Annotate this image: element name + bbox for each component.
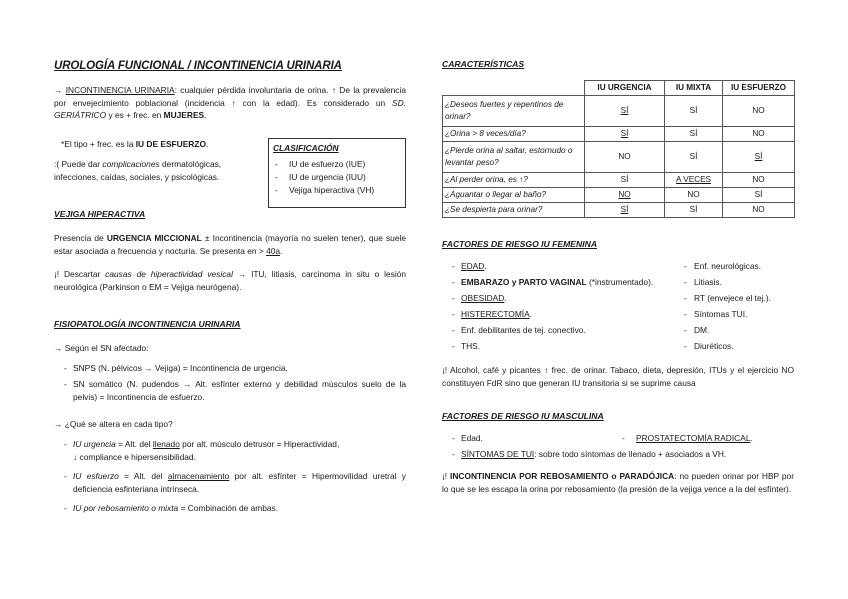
table-cell: NO	[723, 203, 795, 218]
masc-note-prefix: ¡!	[442, 471, 451, 481]
dash: -	[684, 341, 687, 351]
fisio-answer-item	[54, 502, 406, 515]
dash: -	[452, 261, 455, 271]
fem-item-label	[461, 276, 653, 289]
dash: -	[684, 325, 687, 335]
fisio-answer-1	[73, 438, 406, 463]
fisio-answer-3	[73, 502, 406, 515]
clasificacion-item	[273, 171, 401, 184]
fisio-question-2: → ¿Qué se altera en cada tipo?	[54, 419, 173, 429]
page-title: UROLOGÍA FUNCIONAL / INCONTINENCIA URINARIA	[54, 60, 342, 72]
fem-item-label: OBESIDAD.	[461, 293, 507, 303]
table-cell: SÍ	[665, 203, 723, 218]
intro-end: .	[204, 110, 207, 121]
fem-item-label: EDAD.	[461, 261, 487, 271]
a1-term: IU urgencia	[73, 439, 116, 449]
a3-text: = Combinación de ambas.	[178, 503, 279, 513]
table-row	[443, 188, 795, 203]
fem-obesidad: OBESIDAD	[461, 293, 505, 303]
masc-title: FACTORES DE RIESGO IU MASCULINA	[442, 411, 604, 421]
dash: -	[452, 449, 455, 459]
table-cell	[723, 142, 795, 173]
masc-item	[442, 448, 726, 461]
table-header: IU ESFUERZO	[723, 81, 795, 96]
a2-underline: almacenamiento	[167, 471, 230, 481]
vh-note-italic: causas de hiperactividad vesical	[105, 269, 233, 279]
fem-note: ¡! Alcohol, café y picantes ↑ frec. de orinar. Tabaco, dieta, depresión, ITUs y el ejercicio NO constituyen FdR sino que generan IU transitoria si se suprime causa	[442, 365, 794, 388]
caracteristicas-table	[442, 80, 795, 218]
fisio-answer-item	[54, 438, 406, 463]
fem-embarazo: EMBARAZO y PARTO VAGINAL	[461, 277, 587, 287]
tipo-end: .	[205, 139, 209, 149]
table-cell: SÍ	[665, 96, 723, 127]
fisio-sn-item	[54, 378, 406, 403]
table-cell: NO	[585, 142, 665, 173]
fem-item	[442, 308, 532, 321]
table-cell: SÍ	[723, 188, 795, 203]
table-row	[443, 203, 795, 218]
masc-item-label: Edad.	[461, 433, 483, 443]
intro-mujeres: MUJERES	[163, 110, 205, 121]
dash: -	[622, 433, 625, 443]
dash: -	[64, 503, 67, 513]
complic-prefix: :( Puede dar	[54, 159, 103, 169]
table-question: ¿Deseos fuertes y repentinos de orinar?	[443, 96, 585, 127]
fem-item-label: HISTERECTOMÍA.	[461, 309, 533, 319]
fem-item	[442, 340, 480, 353]
masc-note	[442, 470, 794, 495]
table-cell-value: SÍ	[620, 105, 629, 115]
complic-text: dermatológicas, infecciones, caídas, sociales, y psicológicas.	[54, 159, 222, 182]
dash: -	[275, 171, 278, 182]
table-cell: SÍ	[665, 127, 723, 142]
clasificacion-item-label: IU de urgencia (IUU)	[289, 171, 366, 182]
fem-item-label: Diuréticos.	[694, 341, 734, 351]
masc-note-bold: INCONTINENCIA POR REBOSAMIENTO o PARADÓJICA	[450, 471, 675, 481]
masc-item-label	[461, 448, 726, 461]
dash: -	[452, 433, 455, 443]
dash: -	[64, 439, 67, 449]
fem-item-label: Enf. debilitantes de tej. conectivo.	[461, 325, 586, 335]
masc-item	[620, 432, 753, 445]
table-cell: NO	[723, 127, 795, 142]
dash: -	[64, 379, 67, 389]
table-cell: SÍ	[585, 173, 665, 188]
table-cell	[585, 127, 665, 142]
masc-item	[442, 432, 483, 445]
vh-note-prefix: ¡! Descartar	[54, 269, 106, 279]
a1-underline: llenado	[152, 439, 180, 449]
fem-item	[682, 324, 709, 337]
a1-text-3: ↓ compliance e hipersensibilidad.	[73, 451, 196, 462]
vh-edad: 40a	[266, 245, 281, 256]
dash: -	[275, 158, 278, 169]
table-header-blank	[443, 81, 585, 96]
dash: -	[452, 341, 455, 351]
masc-note-text: : no pueden orinar por HBP por lo que se les escapa la orina por rebosamiento (la presión de la vejiga vence a la del esfínter).	[442, 471, 794, 494]
table-question: ¿Se despierta para orinar?	[443, 203, 585, 218]
fisio-sn-item	[54, 362, 406, 375]
table-cell	[585, 96, 665, 127]
masc-tui-text: : sobre todo síntomas de llenado + asociados a VH.	[534, 449, 727, 459]
fisio-answer-item	[54, 470, 406, 495]
dash: -	[64, 363, 67, 373]
vh-title: VEJIGA HIPERACTIVA	[54, 209, 146, 219]
tipo-prefix: *El tipo + frec. es la	[61, 139, 136, 149]
clasificacion-box	[268, 138, 406, 208]
intro-term: INCONTINENCIA URINARIA	[65, 85, 175, 95]
fem-item	[442, 260, 487, 273]
table-cell	[665, 173, 723, 188]
dash: -	[452, 277, 455, 287]
caracteristicas-title: CARACTERÍSTICAS	[442, 59, 525, 69]
vh-paragraph-1	[54, 232, 406, 257]
dash: -	[684, 277, 687, 287]
fem-item	[442, 276, 653, 289]
dash: -	[452, 325, 455, 335]
dash: -	[684, 293, 687, 303]
fem-item-label: RT (envejece el tej.).	[694, 293, 771, 303]
intro-paragraph	[54, 84, 406, 122]
table-cell	[585, 188, 665, 203]
dash: -	[684, 309, 687, 319]
fisio-sn2: SN somático (N. pudendos → Alt. esfínter externo y debilidad músculos suelo de la pelvis) = Incontinencia de esfuerzo.	[73, 379, 406, 402]
fem-item-label: Enf. neurológicas.	[694, 261, 762, 271]
fem-item-label: Síntomas TUI.	[694, 309, 748, 319]
clasificacion-item-label: Vejiga hiperactiva (VH)	[289, 184, 375, 195]
fem-embarazo-note: (*instrumentado).	[586, 277, 654, 287]
dash: -	[275, 184, 278, 195]
dash: -	[452, 293, 455, 303]
clasificacion-title: CLASIFICACIÓN	[273, 143, 339, 153]
table-question: ¿Orina > 8 veces/día?	[443, 127, 585, 142]
fem-item	[682, 340, 734, 353]
table-row	[443, 142, 795, 173]
table-cell-value: SÍ	[754, 151, 763, 161]
table-question: ¿Al perder orina, es ↑?	[443, 173, 585, 188]
table-cell: NO	[723, 96, 795, 127]
a1-text: = Alt. del	[115, 439, 153, 449]
fisio-question-1: → Según el SN afectado:	[54, 343, 149, 353]
fem-histerectomia: HISTERECTOMÍA	[461, 309, 530, 319]
fem-title: FACTORES DE RIESGO IU FEMENINA	[442, 239, 598, 249]
vh-end: .	[280, 245, 283, 256]
a3-term: IU por rebosamiento o mixta	[73, 503, 179, 513]
fem-item-label: THS.	[461, 341, 481, 351]
vh-paragraph-2	[54, 268, 406, 293]
dash: -	[684, 261, 687, 271]
fisio-sn1: SNPS (N. pélvicos → Vejiga) = Incontinencia de urgencia.	[73, 363, 288, 373]
a1-text-2: por alt. músculo detrusor = Hiperactividad,	[179, 439, 340, 449]
table-question: ¿Pierde orina al saltar, estornudo o levantar peso?	[443, 142, 585, 173]
tipo-bold: IU DE ESFUERZO	[135, 139, 206, 149]
intro-arrow: →	[54, 85, 66, 95]
a2-text: = Alt. del	[118, 471, 168, 481]
vh-note-text: → ITU, litiasis, carcinoma in situ o lesión neurológica (Parkinson o EM = Vejiga neurógena).	[54, 269, 406, 292]
fem-item-label: Litiasis.	[694, 277, 722, 287]
table-cell-value: A VECES	[675, 174, 712, 184]
masc-tui: SÍNTOMAS DE TUI	[461, 449, 535, 459]
fisio-title: FISIOPATOLOGÍA INCONTINENCIA URINARIA	[54, 319, 241, 329]
table-header: IU MIXTA	[665, 81, 723, 96]
clasificacion-item-label: IU de esfuerzo (IUE)	[289, 158, 366, 169]
table-cell: NO	[665, 188, 723, 203]
vh-text-2: ± Incontinencia (mayoría no suelen tener), que suele estar asociada a frecuencia y nocturia. Se presenta en >	[54, 233, 407, 256]
vh-urgencia: URGENCIA MICCIONAL	[106, 233, 202, 243]
intro-sd: SD. GERIÁTRICO	[54, 97, 406, 121]
table-row	[443, 173, 795, 188]
table-cell: NO	[723, 173, 795, 188]
vh-text: Presencia de	[54, 233, 107, 243]
fem-item-label: DM.	[694, 325, 710, 335]
table-question: ¿Aguantar o llegar al baño?	[443, 188, 585, 203]
table-cell-value: SÍ	[620, 204, 629, 214]
masc-item-label: PROSTATECTOMÍA RADICAL.	[636, 433, 753, 443]
table-cell-value: NO	[618, 189, 631, 199]
intro-text: : cualquier pérdida involuntaria de orina. ↑ De la prevalencia por envejecimiento poblacional (incidencia ↑ con la edad). Es considerado un	[54, 85, 406, 108]
a2-term: IU esfuerzo	[73, 471, 119, 481]
clasificacion-item	[273, 158, 401, 171]
fem-edad: EDAD	[461, 261, 485, 271]
clasificacion-item	[273, 184, 401, 197]
intro-text-2: y es + frec. en	[106, 110, 164, 121]
masc-prostatectomia: PROSTATECTOMÍA RADICAL	[636, 433, 751, 443]
dash: -	[452, 309, 455, 319]
fem-item	[682, 276, 722, 289]
fem-item	[682, 292, 771, 305]
complic-italic: complicaciones	[102, 159, 160, 169]
fem-item	[682, 260, 761, 273]
table-row	[443, 127, 795, 142]
table-cell: SÍ	[665, 142, 723, 173]
table-cell	[585, 203, 665, 218]
fem-item	[442, 324, 586, 337]
table-header-row	[443, 81, 795, 96]
table-header: IU URGENCIA	[585, 81, 665, 96]
table-cell-value: SÍ	[620, 128, 629, 138]
fem-item	[682, 308, 747, 321]
a2-text-2: por alt. esfínter = Hipermovilidad uretral y deficiencia esfinteriana intrínseca.	[73, 471, 406, 494]
table-row	[443, 96, 795, 127]
dash: -	[64, 471, 67, 481]
complicaciones-paragraph	[54, 158, 254, 183]
fem-item	[442, 292, 507, 305]
fisio-answer-2	[73, 470, 406, 495]
tipo-line	[61, 138, 261, 151]
